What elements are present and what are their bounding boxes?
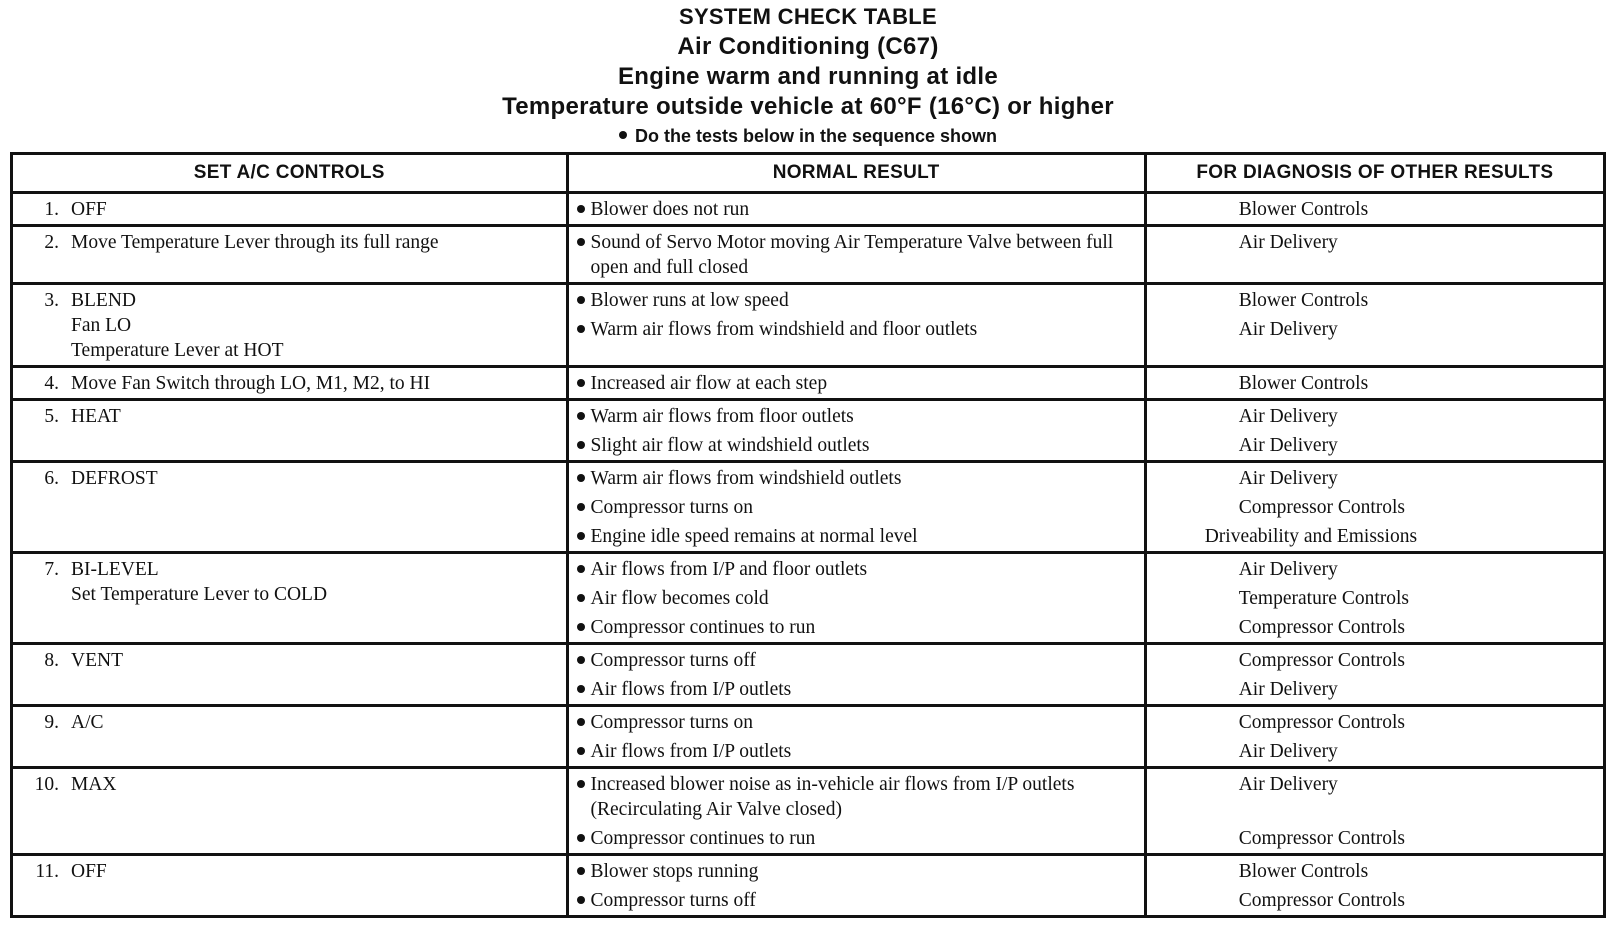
diagnosis-cell	[1145, 768, 1604, 855]
normal-result-item: Compressor turns on	[591, 495, 1136, 520]
normal-result-item: Warm air flows from windshield and floor outlets	[591, 317, 1136, 342]
controls-cell	[12, 400, 568, 462]
sequence-note-text: Do the tests below in the sequence shown	[634, 126, 998, 146]
column-header-result: NORMAL RESULT	[567, 154, 1145, 193]
controls-cell	[12, 284, 568, 367]
control-setting: HEAT	[71, 406, 121, 427]
step-number: 6.	[44, 468, 59, 489]
normal-result-item: Engine idle speed remains at normal level	[591, 524, 1136, 549]
normal-result-item: Increased air flow at each step	[591, 371, 1136, 396]
normal-result-item: Air flows from I/P and floor outlets	[591, 557, 1136, 582]
normal-result-item: Compressor continues to run	[591, 826, 1136, 851]
step-number: 7.	[44, 559, 59, 580]
step-number: 10.	[34, 774, 59, 795]
table-header-row	[12, 154, 1605, 193]
control-setting: OFF	[71, 199, 107, 220]
diagnosis-cell	[1145, 226, 1604, 284]
control-setting: VENT	[71, 650, 123, 671]
diagnosis-cell	[1145, 855, 1604, 917]
controls-cell	[12, 367, 568, 400]
result-cell	[567, 768, 1145, 855]
diagnosis-reference: Air Delivery	[1238, 406, 1338, 427]
control-setting: Move Temperature Lever through its full range	[71, 232, 439, 253]
system-name: Air Conditioning (C67)	[677, 33, 939, 60]
diagnosis-cell	[1145, 193, 1604, 226]
table-body	[12, 193, 1605, 917]
diagnosis-reference: Compressor Controls	[1238, 650, 1406, 671]
diagnosis-reference: Blower Controls	[1238, 373, 1369, 394]
table-row	[12, 226, 1605, 284]
controls-cell	[12, 855, 568, 917]
diagnosis-reference: Compressor Controls	[1238, 497, 1406, 518]
control-setting: A/C	[71, 712, 104, 733]
diagnosis-reference: Air Delivery	[1238, 232, 1338, 253]
result-cell	[567, 462, 1145, 553]
controls-cell	[12, 193, 568, 226]
table-row	[12, 553, 1605, 644]
control-setting: Fan LO	[71, 315, 132, 336]
normal-result-item: Compressor continues to run	[591, 615, 1136, 640]
normal-result-item: Warm air flows from floor outlets	[591, 404, 1136, 429]
result-cell	[567, 226, 1145, 284]
normal-result-item: Blower does not run	[591, 197, 1136, 222]
diagnosis-reference: Blower Controls	[1238, 861, 1369, 882]
diagnosis-cell	[1145, 706, 1604, 768]
result-cell	[567, 553, 1145, 644]
table-row	[12, 367, 1605, 400]
normal-result-item: Slight air flow at windshield outlets	[591, 433, 1136, 458]
table-row	[12, 644, 1605, 706]
column-header-diagnosis: FOR DIAGNOSIS OF OTHER RESULTS	[1145, 154, 1604, 193]
title-block	[0, 2, 1616, 149]
step-number: 1.	[44, 199, 59, 220]
diagnosis-reference: Air Delivery	[1238, 559, 1338, 580]
normal-result-item: Air flows from I/P outlets	[591, 677, 1136, 702]
step-number: 11.	[35, 861, 59, 882]
diagnosis-reference: Driveability and Emissions	[1204, 526, 1418, 547]
table-title: SYSTEM CHECK TABLE	[678, 4, 937, 29]
controls-cell	[12, 553, 568, 644]
controls-cell	[12, 226, 568, 284]
diagnosis-reference: Compressor Controls	[1238, 712, 1406, 733]
diagnosis-cell	[1145, 462, 1604, 553]
table-row	[12, 855, 1605, 917]
result-cell	[567, 367, 1145, 400]
control-setting: BI-LEVEL	[71, 559, 159, 580]
bullet-icon	[619, 131, 627, 139]
normal-result-item: Compressor turns off	[591, 888, 1136, 913]
table-row	[12, 706, 1605, 768]
column-header-controls: SET A/C CONTROLS	[12, 154, 568, 193]
diagnosis-reference: Compressor Controls	[1238, 828, 1406, 849]
sequence-note	[0, 123, 1616, 149]
diagnosis-reference: Air Delivery	[1238, 468, 1338, 489]
step-number: 4.	[44, 373, 59, 394]
diagnosis-reference: Temperature Controls	[1238, 588, 1410, 609]
step-number: 2.	[44, 232, 59, 253]
diagnosis-reference: Air Delivery	[1238, 679, 1338, 700]
control-setting: BLEND	[71, 290, 136, 311]
normal-result-item: Blower stops running	[591, 859, 1136, 884]
control-setting: OFF	[71, 861, 107, 882]
diagnosis-cell	[1145, 400, 1604, 462]
diagnosis-reference: Compressor Controls	[1238, 890, 1406, 911]
diagnosis-cell	[1145, 284, 1604, 367]
result-cell	[567, 644, 1145, 706]
control-setting: Set Temperature Lever to COLD	[71, 584, 328, 605]
step-number: 5.	[44, 406, 59, 427]
diagnosis-cell	[1145, 644, 1604, 706]
controls-cell	[12, 706, 568, 768]
temperature-condition: Temperature outside vehicle at 60°F (16°C) or higher	[502, 93, 1114, 120]
diagnosis-reference: Air Delivery	[1238, 319, 1338, 340]
diagnosis-reference: Air Delivery	[1238, 774, 1338, 795]
controls-cell	[12, 462, 568, 553]
control-setting: DEFROST	[71, 468, 158, 489]
table-row	[12, 193, 1605, 226]
step-number: 8.	[44, 650, 59, 671]
normal-result-item: Compressor turns off	[591, 648, 1136, 673]
result-cell	[567, 400, 1145, 462]
controls-cell	[12, 768, 568, 855]
table-row	[12, 284, 1605, 367]
diagnosis-cell	[1145, 367, 1604, 400]
normal-result-item: Increased blower noise as in-vehicle air flows from I/P outlets (Recirculating Air Valve closed)	[591, 772, 1136, 822]
diagnosis-reference: Air Delivery	[1238, 435, 1338, 456]
result-cell	[567, 706, 1145, 768]
table-row	[12, 400, 1605, 462]
step-number: 9.	[44, 712, 59, 733]
step-number: 3.	[44, 290, 59, 311]
normal-result-item: Air flow becomes cold	[591, 586, 1136, 611]
engine-condition: Engine warm and running at idle	[618, 63, 998, 90]
result-cell	[567, 284, 1145, 367]
result-cell	[567, 193, 1145, 226]
diagnosis-reference: Air Delivery	[1238, 741, 1338, 762]
diagnosis-reference: Blower Controls	[1238, 199, 1369, 220]
normal-result-item: Warm air flows from windshield outlets	[591, 466, 1136, 491]
diagnosis-reference: Blower Controls	[1238, 290, 1369, 311]
control-setting: MAX	[71, 774, 117, 795]
diagnosis-cell	[1145, 553, 1604, 644]
system-check-table	[10, 152, 1606, 918]
table-row	[12, 768, 1605, 855]
controls-cell	[12, 644, 568, 706]
table-row	[12, 462, 1605, 553]
diagnosis-reference: Compressor Controls	[1238, 617, 1406, 638]
normal-result-item: Blower runs at low speed	[591, 288, 1136, 313]
normal-result-item: Compressor turns on	[591, 710, 1136, 735]
normal-result-item: Air flows from I/P outlets	[591, 739, 1136, 764]
normal-result-item: Sound of Servo Motor moving Air Temperature Valve between full open and full closed	[591, 230, 1136, 280]
control-setting: Move Fan Switch through LO, M1, M2, to HI	[71, 373, 431, 394]
result-cell	[567, 855, 1145, 917]
control-setting: Temperature Lever at HOT	[71, 340, 284, 361]
